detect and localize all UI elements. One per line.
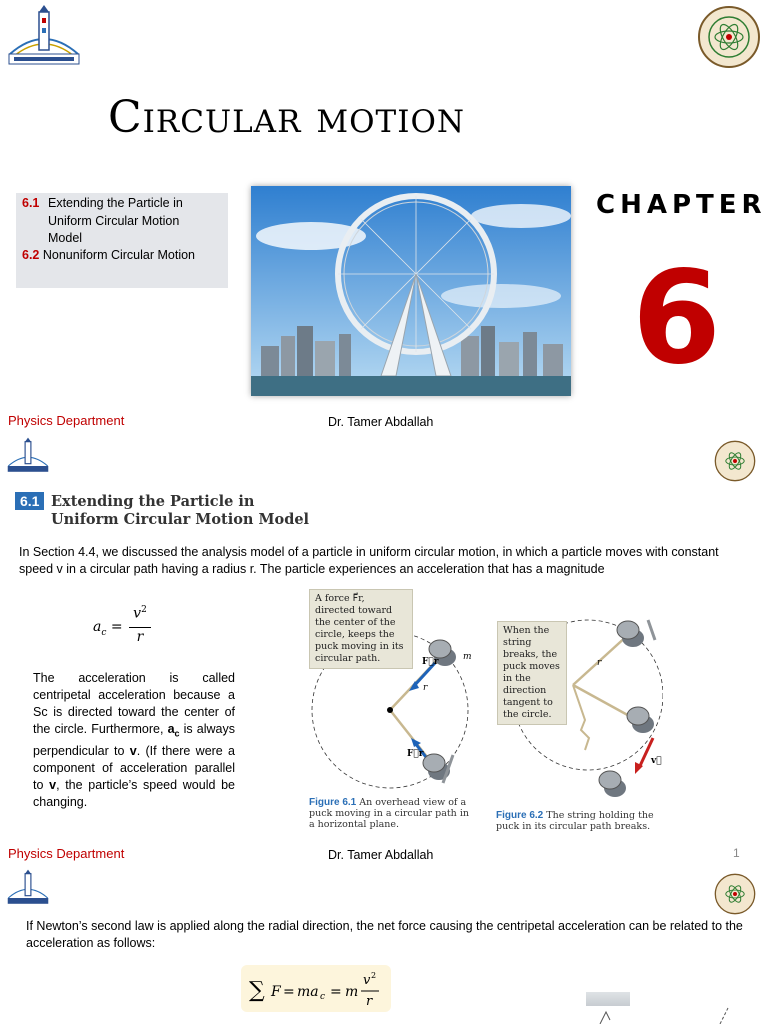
figure-caption-text: The string holding the puck in its circular path breaks.: [496, 810, 654, 832]
toc-item: [22, 247, 222, 265]
bold-symbol: a: [167, 722, 175, 736]
newton-formula: [241, 965, 391, 1012]
svg-text:F: F: [271, 984, 281, 1000]
faculty-logo: [714, 440, 756, 482]
university-logo: [6, 4, 82, 66]
footer-department: Physics Department: [8, 413, 125, 428]
body-text: , the particle’s speed would be changing.: [33, 777, 235, 809]
figure-number: Figure 6.1: [309, 797, 357, 808]
puck: [627, 707, 654, 733]
radius-label: r: [597, 658, 602, 668]
figure-6-1: [305, 585, 480, 835]
body-text: The acceleration is called centripetal acceleration because a Sc is directed toward the center of the circle. Furthermore,: [33, 671, 235, 736]
body-paragraph: [33, 670, 235, 811]
chapter-number: 6: [632, 244, 722, 393]
faculty-logo: [714, 873, 756, 915]
svg-text:r: r: [366, 994, 373, 1009]
svg-text:=: =: [330, 984, 342, 1000]
figure-number: Figure 6.2: [496, 810, 544, 821]
faculty-logo: [697, 5, 761, 69]
figure-callout: When the string breaks, the puck moves in the direction tangent to the circle.: [497, 621, 567, 725]
svg-text:c: c: [320, 992, 326, 1002]
toc-item-number: 6.1: [22, 196, 40, 210]
formula-numerator: v: [133, 605, 142, 622]
toc-box: [16, 193, 228, 288]
velocity-label: v⃗: [651, 756, 662, 766]
toc-item-label: Nonuniform Circular Motion: [42, 248, 196, 262]
footer-author: Dr. Tamer Abdallah: [328, 848, 434, 862]
svg-text:v: v: [363, 973, 371, 988]
body-text: . (If there were a component of acceleration parallel to: [33, 743, 235, 792]
figure-caption: [309, 797, 474, 830]
partial-figure-lines: [580, 1000, 740, 1024]
figure-caption-text: An overhead view of a puck moving in a circular path in a horizontal plane.: [309, 797, 469, 830]
mass-label: m: [463, 652, 472, 662]
force-label: F⃗r: [407, 749, 424, 759]
page-title: Circular motion: [108, 92, 466, 143]
intro-paragraph: In Section 4.4, we discussed the analysis model of a particle in uniform circular motion, in which a particle moves with constant speed v in a circular path having a radius r. The particle experiences an acceleration that has a magnitude: [19, 545, 719, 576]
page-number: 1: [733, 846, 740, 860]
svg-text:∑: ∑: [249, 978, 265, 1003]
figure-caption: [496, 810, 661, 832]
bold-symbol: v: [49, 777, 57, 792]
toc-item-number: 6.2: [22, 248, 40, 262]
section-heading: [15, 492, 310, 528]
svg-text:=: =: [283, 984, 295, 1000]
puck: [599, 771, 626, 797]
formula-subscript: c: [101, 627, 107, 638]
svg-text:ma: ma: [297, 984, 319, 1000]
puck: [617, 621, 644, 647]
bold-symbol: v: [129, 743, 137, 758]
figure-callout: A force F⃗r, directed toward the center of the circle, keeps the puck moving in its circular path.: [309, 589, 413, 669]
formula-denominator: r: [136, 629, 144, 645]
svg-text:m: m: [345, 984, 359, 1000]
toc-item-label: Extending the Particle in Uniform Circular Motion Model: [48, 196, 183, 245]
university-logo: [6, 437, 50, 473]
newton-paragraph: If Newton’s second law is applied along the radial direction, the net force causing the centripetal acceleration can be related to the acceleration as follows:: [26, 919, 743, 950]
bold-subscript: c: [174, 728, 180, 739]
svg-text:2: 2: [371, 971, 377, 980]
section-number-badge: 6.1: [15, 492, 44, 510]
radius-label: r: [423, 683, 428, 693]
ferris-wheel-photo: [251, 186, 571, 396]
body-text: is always perpendicular to: [33, 722, 235, 758]
formula-symbol: a: [93, 619, 102, 635]
force-label: F⃗r: [422, 657, 439, 667]
footer-author: Dr. Tamer Abdallah: [328, 415, 434, 429]
chapter-label: CHAPTER: [596, 190, 767, 220]
section-title: Extending the Particle in Uniform Circular Motion Model: [51, 493, 310, 528]
centripetal-formula: $a_c$ = $v^2$ r: [93, 605, 163, 651]
figure-6-2: [493, 590, 663, 835]
university-logo: [6, 869, 50, 905]
footer-department: Physics Department: [8, 846, 125, 861]
toc-item: [22, 195, 222, 245]
